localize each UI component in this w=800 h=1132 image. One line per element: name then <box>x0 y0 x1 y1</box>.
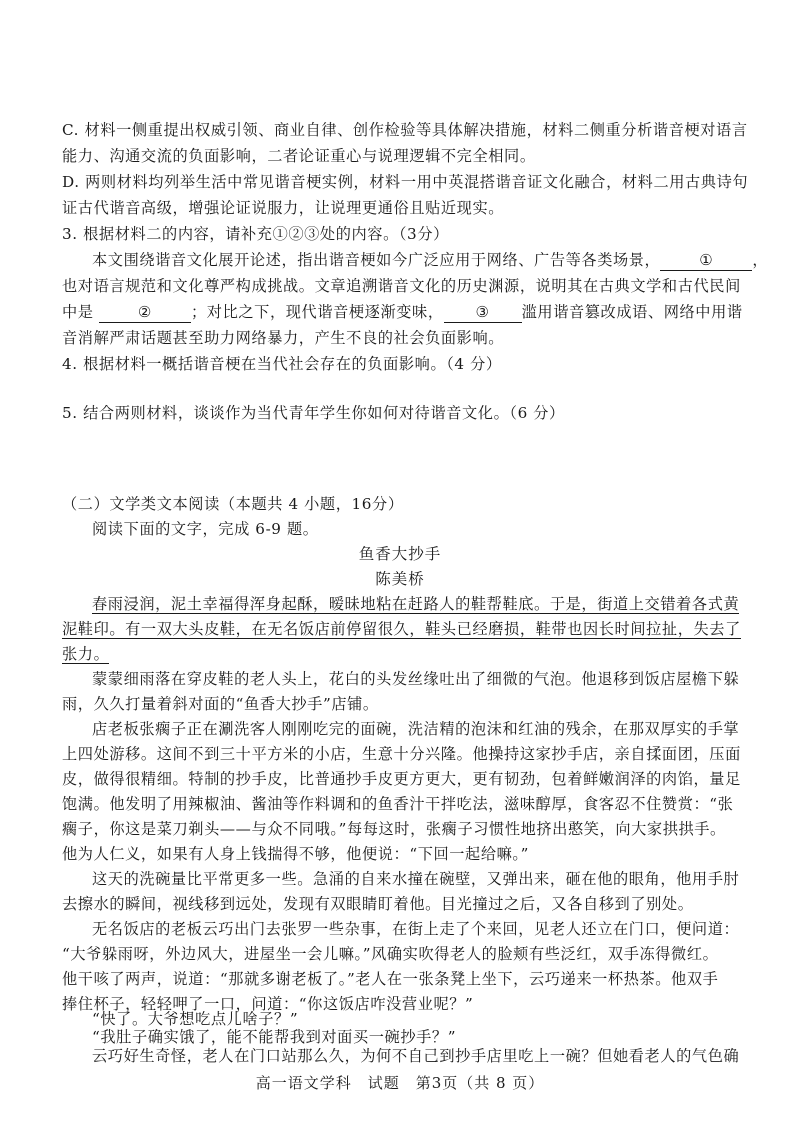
story-author: 陈美桥 <box>375 570 425 588</box>
option-d-line-1: D. 两则材料均列举生活中常见谐音梗实例，材料一用中英混搭谐音证文化融合，材料二用古典诗句 <box>62 173 749 191</box>
story-p7: “我肚子确实饿了，能不能帮我到对面买一碗抄手？” <box>92 1028 457 1046</box>
story-p1-line-2-text: 泥鞋印。有一双大头皮鞋，在无名饭店前停留很久，鞋头已经磨损，鞋带也因长时间拉扯，失去了 <box>62 620 741 638</box>
page-footer: 高一语文学科 试题 第3页（共 8 页） <box>255 1074 545 1092</box>
story-p1-line-2 <box>62 616 752 642</box>
story-p3-line-4: 饱满。他发明了用辣椒油、酱油等作料调和的鱼香汁干拌吃法，滋味醇厚，食客忍不住赞赏：“张 <box>62 795 734 813</box>
section-2-instruction: 阅读下面的文字，完成 6-9 题。 <box>92 520 319 538</box>
question-5-prompt: 5. 结合两则材料，谈谈作为当代青年学生你如何对待谐音文化。（6 分） <box>62 404 565 422</box>
answer-blank-2[interactable]: ② <box>99 302 191 323</box>
question-3-prompt: 3. 根据材料二的内容，请补充①②③处的内容。（3分） <box>62 225 449 243</box>
story-p5-line-2: “大爷躲雨呀，外边风大，进屋坐一会儿嘛。”风确实吹得老人的脸颊有些泛红，双手冻得微红。 <box>62 945 719 963</box>
story-p3-line-1: 店老板张瘸子正在涮洗客人刚刚吃完的面碗，洗洁精的泡沫和红油的残余，在那双厚实的手掌 <box>92 720 740 738</box>
story-p3-line-3: 皮，做得很精细。特制的抄手皮，比普通抄手皮更方更大，更有韧劲，包着鲜嫩润泽的肉馅，量足 <box>62 770 741 788</box>
question-4-prompt: 4. 根据材料一概括谐音梗在当代社会存在的负面影响。（4 分） <box>62 355 502 373</box>
question-3-line-1: 本文围绕谐音文化展开论述，指出谐音梗如今广泛应用于网络、广告等各类场景， ① ， <box>92 251 769 269</box>
story-p1-line-3-text: 张力。 <box>62 645 110 663</box>
story-p3-line-6: 他为人仁义，如果有人身上钱揣得不够，他便说：“下回一起给嘛。” <box>62 845 529 863</box>
story-p5-line-3: 他干咳了两声，说道：“那就多谢老板了。”老人在一张条凳上坐下，云巧递来一杯热茶。他双手 <box>62 970 719 988</box>
question-3-line-3 <box>62 299 752 325</box>
question-3-line-1-text: 本文围绕谐音文化展开论述，指出谐音梗如今广泛应用于网络、广告等各类场景， <box>92 251 661 269</box>
story-p1-line-3 <box>62 641 752 667</box>
story-p4-line-2: 去擦水的瞬间，视线移到远处，发现有双眼睛盯着他。目光撞过之后，又各自移到了别处。 <box>62 895 694 913</box>
story-p3-line-2: 上四处游移。这间不到三十平方米的小店，生意十分兴隆。他操持这家抄手店，亲自揉面团，压面 <box>62 745 741 763</box>
answer-blank-3[interactable]: ③ <box>444 302 522 323</box>
option-d-line-2: 证古代谐音高级，增强论证说服力，让说理更通俗且贴近现实。 <box>62 199 505 217</box>
story-p3-line-5: 瘸子，你这是菜刀剃头——与众不同哦。”每每这时，张瘸子习惯性地挤出憨笑，向大家拱拱手。 <box>62 820 726 838</box>
story-p2-line-2: 雨，久久打量着斜对面的“鱼香大抄手”店铺。 <box>62 695 379 713</box>
answer-blank-1[interactable]: ① <box>660 250 752 271</box>
option-c-line-2: 能力、沟通交流的负面影响，二者论证重心与说理逻辑不完全相同。 <box>62 147 536 165</box>
story-p5-line-1: 无名饭店的老板云巧出门去张罗一些杂事，在街上走了个来回，见老人还立在门口，便问道： <box>92 920 740 938</box>
story-p4-line-1: 这天的洗碗量比平常更多一些。急涌的自来水撞在碗壁，又弹出来，砸在他的眼角，他用手肘 <box>92 870 740 888</box>
question-3-line-3-mid: ；对比之下，现代谐音梗逐渐变味， <box>191 303 444 321</box>
story-p1-line-1-text: 春雨浸润，泥土幸福得浑身起酥，暧昧地粘在赶路人的鞋帮鞋底。于是，街道上交错着各式黄 <box>92 595 740 613</box>
story-p1-line-1 <box>92 591 752 617</box>
story-title: 鱼香大抄手 <box>358 545 442 563</box>
option-c-line-1: C. 材料一侧重提出权威引领、商业自律、创作检验等具体解决措施，材料二侧重分析谐音梗对语言 <box>62 121 748 139</box>
story-p6: “快了。大爷想吃点儿啥子？” <box>92 1010 299 1028</box>
story-p5-line-4: 捧住杯子，轻轻呷了一口，问道：“你这饭店咋没营业呢？” <box>62 995 474 1013</box>
question-3-line-2: 也对语言规范和文化尊严构成挑战。文章追溯谐音文化的历史渊源，说明其在古典文学和古代民间 <box>62 277 741 295</box>
story-p8: 云巧好生奇怪，老人在门口站那么久，为何不自己到抄手店里吃上一碗？但她看老人的气色确 <box>92 1047 740 1065</box>
section-2-heading: （二）文学类文本阅读（本题共 4 小题，16分） <box>62 495 404 513</box>
question-3-line-4: 音消解严肃话题甚至助力网络暴力，产生不良的社会负面影响。 <box>62 329 505 347</box>
question-3-line-3-post: 滥用谐音篡改成语、网络中用谐 <box>521 303 743 321</box>
story-p2-line-1: 蒙蒙细雨落在穿皮鞋的老人头上，花白的头发丝缘吐出了细微的气泡。他退移到饭店屋檐下躲 <box>92 670 740 688</box>
question-3-line-3-pre: 中是 <box>62 303 94 321</box>
